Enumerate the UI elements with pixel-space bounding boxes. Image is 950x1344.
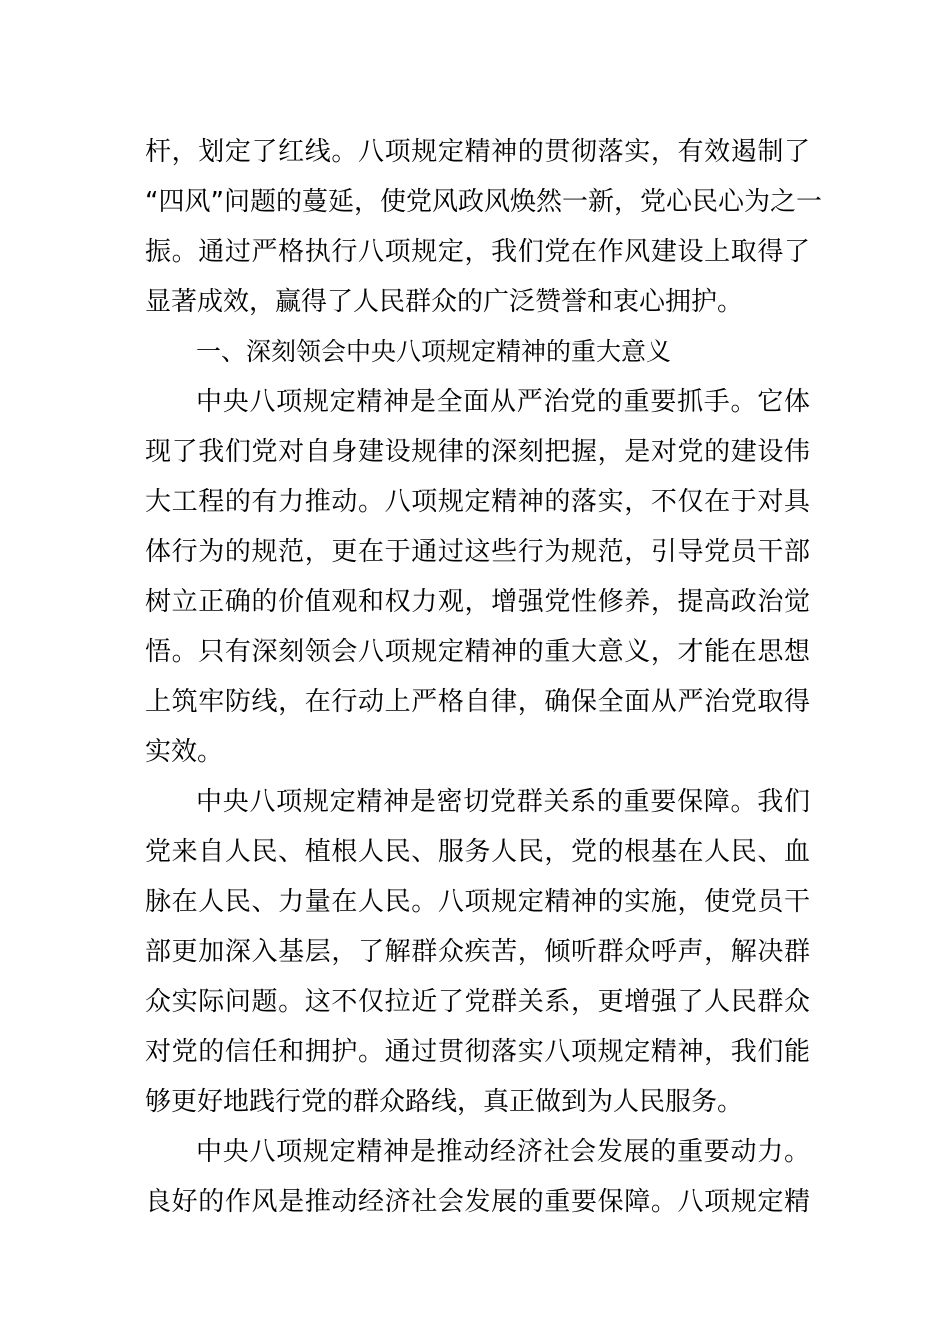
text-line: 上筑牢防线，在行动上严格自律，确保全面从严治党取得 [145, 687, 810, 717]
text-line: 树立正确的价值观和权力观，增强党性修养，提高政治觉 [145, 587, 810, 617]
text-line: 实效。 [145, 737, 224, 767]
text-line: 够更好地践行党的群众路线，真正做到为人民服务。 [145, 1087, 744, 1117]
text-line: 振。通过严格执行八项规定，我们党在作风建设上取得了 [145, 237, 810, 267]
text-line: 悟。只有深刻领会八项规定精神的重大意义，才能在思想 [145, 637, 810, 667]
paragraph-first-line: 中央八项规定精神是密切党群关系的重要保障。我们 [196, 787, 810, 817]
text-line: 良好的作风是推动经济社会发展的重要保障。八项规定精 [145, 1187, 810, 1217]
text-line: 杆，划定了红线。八项规定精神的贯彻落实，有效遏制了 [145, 137, 810, 167]
paragraph-first-line: 中央八项规定精神是全面从严治党的重要抓手。它体 [196, 387, 810, 417]
text-line: 对党的信任和拥护。通过贯彻落实八项规定精神，我们能 [145, 1037, 810, 1067]
text-line: 脉在人民、力量在人民。八项规定精神的实施，使党员干 [145, 887, 810, 917]
text-line: 体行为的规范，更在于通过这些行为规范，引导党员干部 [145, 537, 810, 567]
text-line: 大工程的有力推动。八项规定精神的落实，不仅在于对具 [145, 487, 810, 517]
text-line: “四风”问题的蔓延，使党风政风焕然一新，党心民心为之一 [145, 187, 822, 217]
text-line: 部更加深入基层，了解群众疾苦，倾听群众呼声，解决群 [145, 937, 810, 967]
text-line: 显著成效，赢得了人民群众的广泛赞誉和衷心拥护。 [145, 287, 744, 317]
paragraph-first-line: 中央八项规定精神是推动经济社会发展的重要动力。 [196, 1137, 810, 1167]
text-line: 党来自人民、植根人民、服务人民，党的根基在人民、血 [145, 837, 810, 867]
section-heading: 一、深刻领会中央八项规定精神的重大意义 [196, 337, 672, 366]
text-line: 众实际问题。这不仅拉近了党群关系，更增强了人民群众 [145, 987, 810, 1017]
text-line: 现了我们党对自身建设规律的深刻把握，是对党的建设伟 [145, 437, 810, 467]
